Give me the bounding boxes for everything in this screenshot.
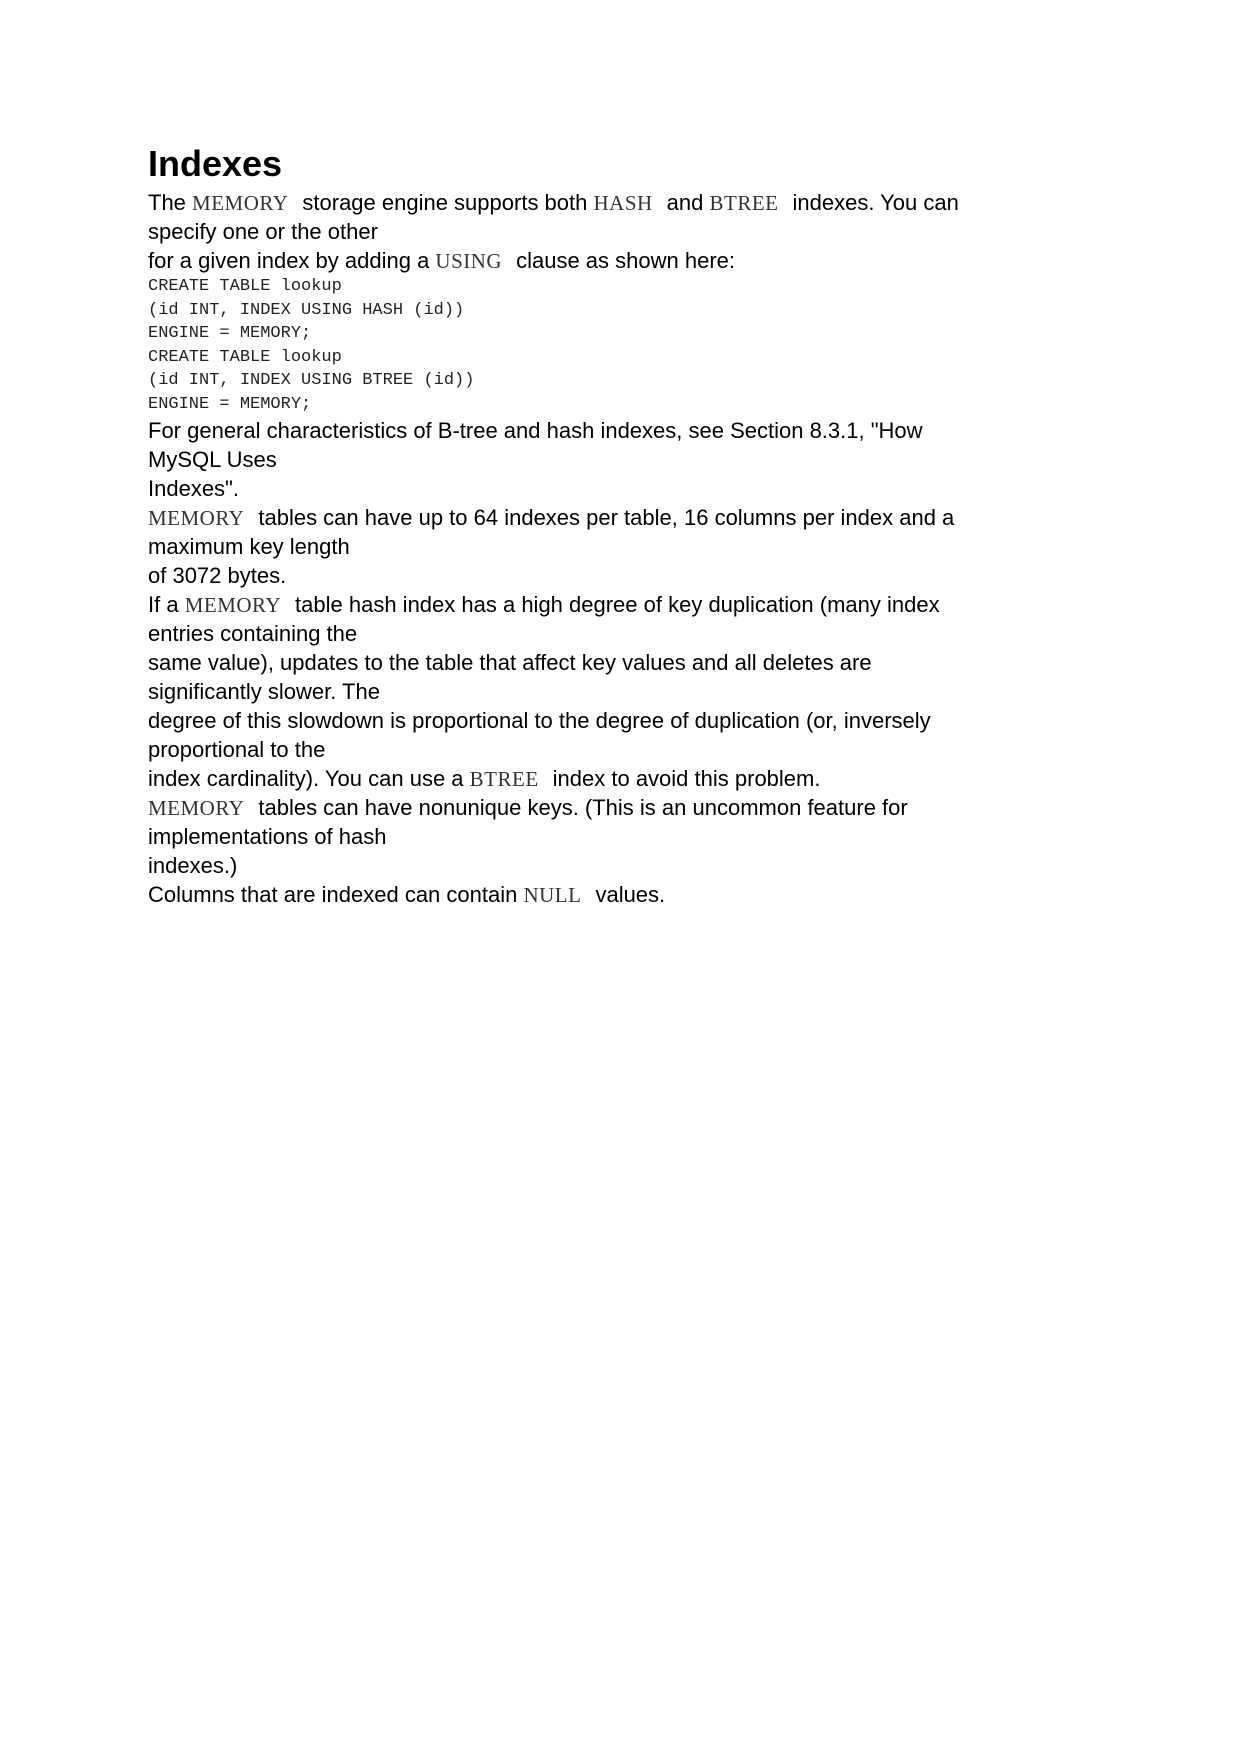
text: tables can have nonunique keys. (This is an uncommon feature for [258, 795, 908, 820]
paragraph-duplication [148, 590, 1068, 793]
text: index cardinality). You can use a [148, 766, 470, 791]
text: If a [148, 592, 185, 617]
code-term-using: USING [435, 249, 503, 273]
text-line: For general characteristics of B-tree and hash indexes, see Section 8.3.1, "How [148, 418, 923, 443]
paragraph-limits [148, 503, 1068, 590]
intro-line-3 [148, 246, 1068, 275]
text-line: significantly slower. The [148, 679, 380, 704]
text-line: implementations of hash [148, 824, 387, 849]
code-line: (id INT, INDEX USING HASH (id)) [148, 300, 465, 320]
text: values. [595, 882, 666, 907]
code-term-btree: BTREE [469, 767, 539, 791]
code-term-memory: MEMORY [192, 191, 289, 215]
paragraph-general [148, 416, 1068, 503]
text: table hash index has a high degree of key duplication (many index [295, 592, 940, 617]
text-line: degree of this slowdown is proportional to the degree of duplication (or, inversely [148, 708, 931, 733]
text-line [148, 793, 1068, 822]
page-title: Indexes [148, 143, 283, 184]
paragraph-nonunique [148, 793, 1068, 880]
text-line: MySQL Uses [148, 447, 277, 472]
code-line: CREATE TABLE lookup [148, 277, 342, 296]
code-term-null: NULL [523, 883, 582, 907]
code-line: ENGINE = MEMORY; [148, 324, 312, 343]
text: The [148, 190, 193, 215]
text-line: maximum key length [148, 534, 350, 559]
text: tables can have up to 64 indexes per table, 16 columns per index and a [258, 505, 955, 530]
text-line [148, 590, 1068, 619]
text-line: of 3072 bytes. [148, 563, 287, 588]
code-block [148, 275, 1068, 416]
document-page [148, 140, 1068, 909]
code-term-memory: MEMORY [148, 796, 245, 820]
intro-line-1 [148, 188, 1068, 217]
text-line: proportional to the [148, 737, 326, 762]
text-line: entries containing the [148, 621, 358, 646]
text-line: Indexes". [148, 476, 239, 501]
text-line [148, 764, 1068, 793]
code-line: CREATE TABLE lookup [148, 347, 342, 367]
text: and [666, 190, 710, 215]
text: index to avoid this problem. [552, 766, 821, 791]
text: clause as shown here: [516, 248, 735, 273]
text-line: indexes.) [148, 853, 238, 878]
text: indexes. You can [792, 190, 959, 215]
text: Columns that are indexed can contain [148, 882, 524, 907]
text: for a given index by adding a [148, 248, 436, 273]
code-term-memory: MEMORY [184, 593, 282, 617]
text-line [148, 503, 1068, 532]
code-term-btree: BTREE [709, 191, 779, 215]
intro-line-2: specify one or the other [148, 219, 378, 244]
code-term-hash: HASH [593, 191, 653, 215]
code-line: ENGINE = MEMORY; [148, 394, 312, 414]
code-term-memory: MEMORY [148, 506, 245, 530]
code-line: (id INT, INDEX USING BTREE (id)) [148, 371, 475, 390]
text: storage engine supports both [302, 190, 594, 215]
paragraph-null [148, 880, 1068, 909]
text-line: same value), updates to the table that affect key values and all deletes are [148, 650, 872, 675]
